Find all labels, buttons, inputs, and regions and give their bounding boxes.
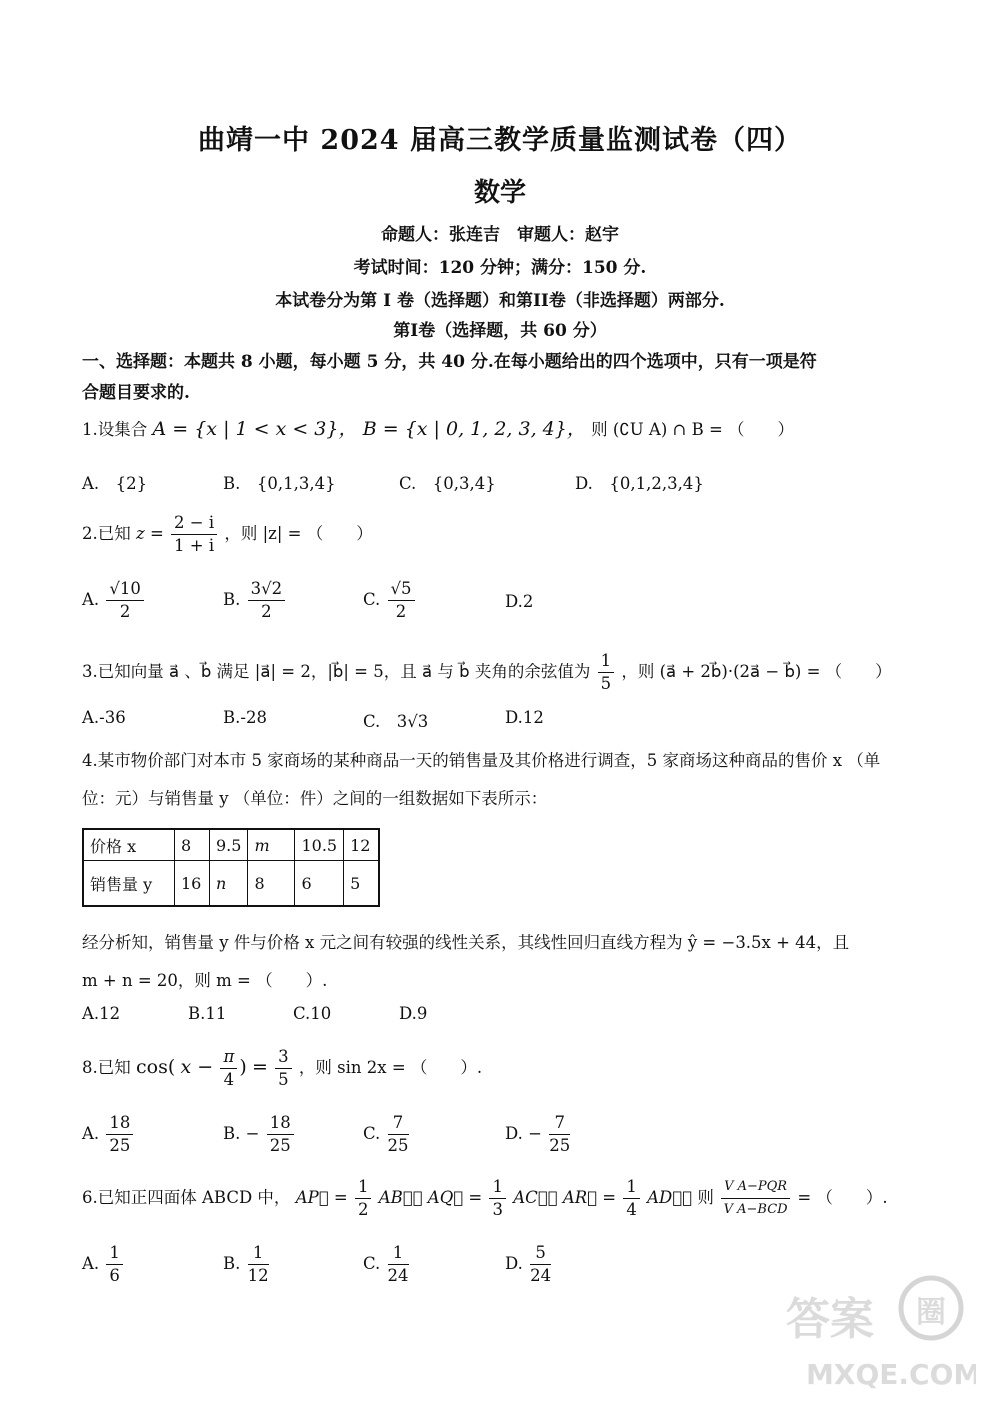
q8-option-c-label: C. xyxy=(363,1124,381,1143)
exam-parts: 本试卷分为第 I 卷（选择题）和第II卷（非选择题）两部分. xyxy=(275,291,725,311)
q1-prefix: 1.设集合 xyxy=(82,420,148,439)
svg-text:答案: 答案 xyxy=(786,1294,874,1345)
q6-option-c-den: 24 xyxy=(387,1266,409,1285)
q6-volume-fraction xyxy=(721,1176,790,1221)
q6-aq-den: 3 xyxy=(492,1200,503,1219)
q6-ar: AR⃗ = xyxy=(562,1188,617,1207)
table-row xyxy=(83,829,379,861)
q6-option-d-num: 5 xyxy=(530,1242,551,1265)
q4-option-d: D.9 xyxy=(399,1004,428,1023)
q6-option-a-fraction xyxy=(106,1242,123,1287)
q1-set-b: B = {x | 0, 1, 2, 3, 4}， xyxy=(362,418,586,440)
q1-option-c: C. {0,3,4} xyxy=(399,474,496,493)
q6-volume-den: V A−BCD xyxy=(723,1202,788,1217)
q6-ap-fraction xyxy=(355,1176,372,1221)
q8-option-a-den: 25 xyxy=(109,1136,131,1155)
q6-aq-fraction xyxy=(489,1176,506,1221)
svg-text:MXQE.COM: MXQE.COM xyxy=(806,1358,976,1391)
q4-option-b: B.11 xyxy=(188,1004,227,1023)
q2-ask: ，则 |z| = （ ） xyxy=(224,524,373,543)
q8-option-a-num: 18 xyxy=(106,1112,133,1135)
q3-option-d: D.12 xyxy=(505,708,544,727)
q8-option-a-fraction xyxy=(106,1112,133,1157)
q6-ask: = （ ）. xyxy=(797,1188,888,1207)
svg-text:圈: 圈 xyxy=(916,1295,946,1330)
table-cell: m xyxy=(248,829,295,861)
q6-option-d-label: D. xyxy=(505,1254,523,1273)
q6-option-c xyxy=(363,1242,411,1287)
q6-ar-vec: AD⃗， xyxy=(647,1188,693,1207)
q8-option-b-sign: − xyxy=(245,1124,260,1143)
table-cell: 5 xyxy=(344,861,380,907)
q8-option-b-fraction xyxy=(267,1112,294,1157)
q8-den: 5 xyxy=(278,1070,289,1089)
q2-prefix: 2.已知 xyxy=(82,524,131,543)
q8-prefix: 8.已知 xyxy=(82,1058,131,1077)
q2-option-a-label: A. xyxy=(82,590,100,609)
q6-then: 则 xyxy=(697,1188,714,1207)
q6-option-b-label: B. xyxy=(223,1254,241,1273)
q2-numerator: 2 − i xyxy=(171,512,217,535)
part1-heading: 第I卷（选择题，共 60 分） xyxy=(393,321,607,341)
q8-num: 3 xyxy=(275,1046,292,1069)
question-2 xyxy=(82,512,373,557)
q6-option-c-num: 1 xyxy=(388,1242,409,1265)
q6-option-c-fraction xyxy=(388,1242,409,1287)
q6-option-a-num: 1 xyxy=(106,1242,123,1265)
q4-line4: m + n = 20，则 m = （ ）. xyxy=(82,971,328,990)
q8-pi-fraction xyxy=(220,1046,237,1091)
q2-option-c-den: 2 xyxy=(395,602,407,621)
q6-option-b-fraction xyxy=(248,1242,269,1287)
q8-option-d xyxy=(505,1112,572,1157)
q8-option-d-label: D. xyxy=(505,1124,523,1143)
q3-text2: ，则 (a⃗ + 2b⃗)·(2a⃗ − b⃗) = （ ） xyxy=(621,662,892,681)
q8-option-d-den: 25 xyxy=(549,1136,571,1155)
q6-option-d-fraction xyxy=(530,1242,551,1287)
q2-option-b-label: B. xyxy=(223,590,241,609)
q6-option-b-den: 12 xyxy=(247,1266,269,1285)
q2-fraction xyxy=(171,512,217,557)
q8-inner: x − xyxy=(180,1056,214,1078)
q4-option-c: C.10 xyxy=(293,1004,332,1023)
watermark-logo-graphic xyxy=(776,1266,976,1396)
exam-time-score: 考试时间：120 分钟；满分：150 分. xyxy=(353,258,647,278)
q6-aq: AQ⃗ = xyxy=(427,1188,483,1207)
q1-option-d: D. {0,1,2,3,4} xyxy=(575,474,704,493)
q6-option-b-num: 1 xyxy=(248,1242,269,1265)
q8-option-c-num: 7 xyxy=(388,1112,409,1135)
q2-denominator: 1 + i xyxy=(174,536,215,555)
q8-option-c-fraction xyxy=(388,1112,409,1157)
q6-ap-num: 1 xyxy=(355,1176,372,1199)
question-3 xyxy=(82,650,892,695)
q8-option-c-den: 25 xyxy=(387,1136,409,1155)
q2-z: z = xyxy=(136,524,164,543)
q8-option-b xyxy=(223,1112,296,1157)
q2-option-b-num: 3√2 xyxy=(248,578,286,601)
q2-option-a-num: √10 xyxy=(106,578,144,601)
question-8 xyxy=(82,1046,482,1091)
q2-option-b-fraction xyxy=(248,578,286,623)
q1-option-b: B. {0,1,3,4} xyxy=(223,474,336,493)
q2-option-c xyxy=(363,578,417,623)
q4-option-a: A.12 xyxy=(82,1004,121,1023)
q6-option-b xyxy=(223,1242,271,1287)
q2-option-a-den: 2 xyxy=(119,602,131,621)
price-sales-table xyxy=(82,828,380,907)
question-1 xyxy=(82,418,794,441)
q4-line1: 4.某市物价部门对本市 5 家商场的某种商品一天的销售量及其价格进行调查，5 家商场这种商品的售价 x （单 xyxy=(82,751,881,770)
q3-text1: 3.已知向量 a⃗ 、b⃗ 满足 |a⃗| = 2，|b⃗| = 5，且 a⃗ 与 b⃗ 夹角的余弦值为 xyxy=(82,662,591,681)
table-row xyxy=(83,861,379,907)
table-cell: 16 xyxy=(175,861,210,907)
table-cell: 6 xyxy=(295,861,344,907)
q8-open-paren: ( xyxy=(167,1056,176,1078)
q8-eq: = xyxy=(251,1056,268,1078)
q2-option-c-num: √5 xyxy=(388,578,415,601)
table-cell: n xyxy=(210,861,248,907)
q8-cos: cos xyxy=(136,1056,168,1078)
q1-ask: 则 (∁U A) ∩ B = （ ） xyxy=(591,420,795,439)
section1-intro-line1: 一、选择题：本题共 8 小题，每小题 5 分，共 40 分.在每小题给出的四个选项中，只有一项是符 xyxy=(82,352,817,372)
q1-option-a: A. {2} xyxy=(82,474,148,493)
q1-set-a: A = {x | 1 < x < 3}， xyxy=(152,418,358,440)
exam-authors: 命题人：张连吉 审题人：赵宇 xyxy=(381,225,619,245)
exam-subject: 数学 xyxy=(473,178,526,208)
table-cell: 价格 x xyxy=(83,829,175,861)
table-cell: 12 xyxy=(344,829,380,861)
q6-option-a-label: A. xyxy=(82,1254,100,1273)
q8-option-d-fraction xyxy=(549,1112,570,1157)
q3-fraction xyxy=(598,650,615,695)
q4-line2: 位：元）与销售量 y （单位：件）之间的一组数据如下表所示： xyxy=(82,789,548,808)
q8-option-b-label: B. xyxy=(223,1124,241,1143)
q6-prefix: 6.已知正四面体 ABCD 中， xyxy=(82,1188,291,1207)
q2-option-a-fraction xyxy=(106,578,144,623)
q8-option-d-num: 7 xyxy=(549,1112,570,1135)
q8-option-a-label: A. xyxy=(82,1124,100,1143)
q6-option-d xyxy=(505,1242,553,1287)
q2-option-b xyxy=(223,578,287,623)
q3-option-c: C. 3√3 xyxy=(363,712,429,731)
q3-option-b: B.-28 xyxy=(223,708,267,727)
q6-aq-vec: AC⃗， xyxy=(513,1188,558,1207)
exam-title: 曲靖一中 2024 届高三教学质量监测试卷（四） xyxy=(198,125,802,156)
q6-option-a-den: 6 xyxy=(109,1266,120,1285)
q4-line3: 经分析知，销售量 y 件与价格 x 元之间有较强的线性关系，其线性回归直线方程为 ŷ = −3.5x + 44，且 xyxy=(82,933,850,952)
q2-option-c-fraction xyxy=(388,578,415,623)
table-cell: 8 xyxy=(175,829,210,861)
watermark-logo xyxy=(776,1266,976,1396)
table-cell: 销售量 y xyxy=(83,861,175,907)
q8-ask: ，则 sin 2x = （ ）. xyxy=(298,1058,483,1077)
table-cell: 8 xyxy=(248,861,295,907)
q8-option-b-den: 25 xyxy=(269,1136,291,1155)
q8-option-b-num: 18 xyxy=(267,1112,294,1135)
q8-option-c xyxy=(363,1112,411,1157)
table-cell: 10.5 xyxy=(295,829,344,861)
q6-ap-den: 2 xyxy=(357,1200,369,1219)
q6-aq-num: 1 xyxy=(489,1176,506,1199)
q3-numerator: 1 xyxy=(598,650,615,673)
q8-pi-num: π xyxy=(220,1046,237,1069)
q6-volume-num: V A−PQR xyxy=(721,1176,790,1199)
q6-option-c-label: C. xyxy=(363,1254,381,1273)
q2-option-d: D.2 xyxy=(505,592,534,611)
table-cell: 9.5 xyxy=(210,829,248,861)
q8-close-paren: ) xyxy=(239,1056,247,1078)
q2-option-c-label: C. xyxy=(363,590,381,609)
q3-option-a: A.-36 xyxy=(82,708,126,727)
q6-ap-vec: AB⃗， xyxy=(378,1188,423,1207)
q6-option-d-den: 24 xyxy=(530,1266,552,1285)
question-6 xyxy=(82,1176,888,1221)
q8-fraction xyxy=(275,1046,292,1091)
q8-option-d-sign: − xyxy=(528,1124,542,1143)
q6-ar-num: 1 xyxy=(623,1176,640,1199)
q8-pi-den: 4 xyxy=(223,1070,235,1089)
q2-option-b-den: 2 xyxy=(261,602,272,621)
q6-ap: AP⃗ = xyxy=(295,1188,348,1207)
q6-option-a xyxy=(82,1242,125,1287)
q2-option-a xyxy=(82,578,146,623)
section1-intro-line2: 合题目要求的. xyxy=(82,383,190,403)
q8-option-a xyxy=(82,1112,135,1157)
q6-ar-fraction xyxy=(623,1176,640,1221)
q3-denominator: 5 xyxy=(600,674,612,693)
q6-ar-den: 4 xyxy=(626,1200,637,1219)
